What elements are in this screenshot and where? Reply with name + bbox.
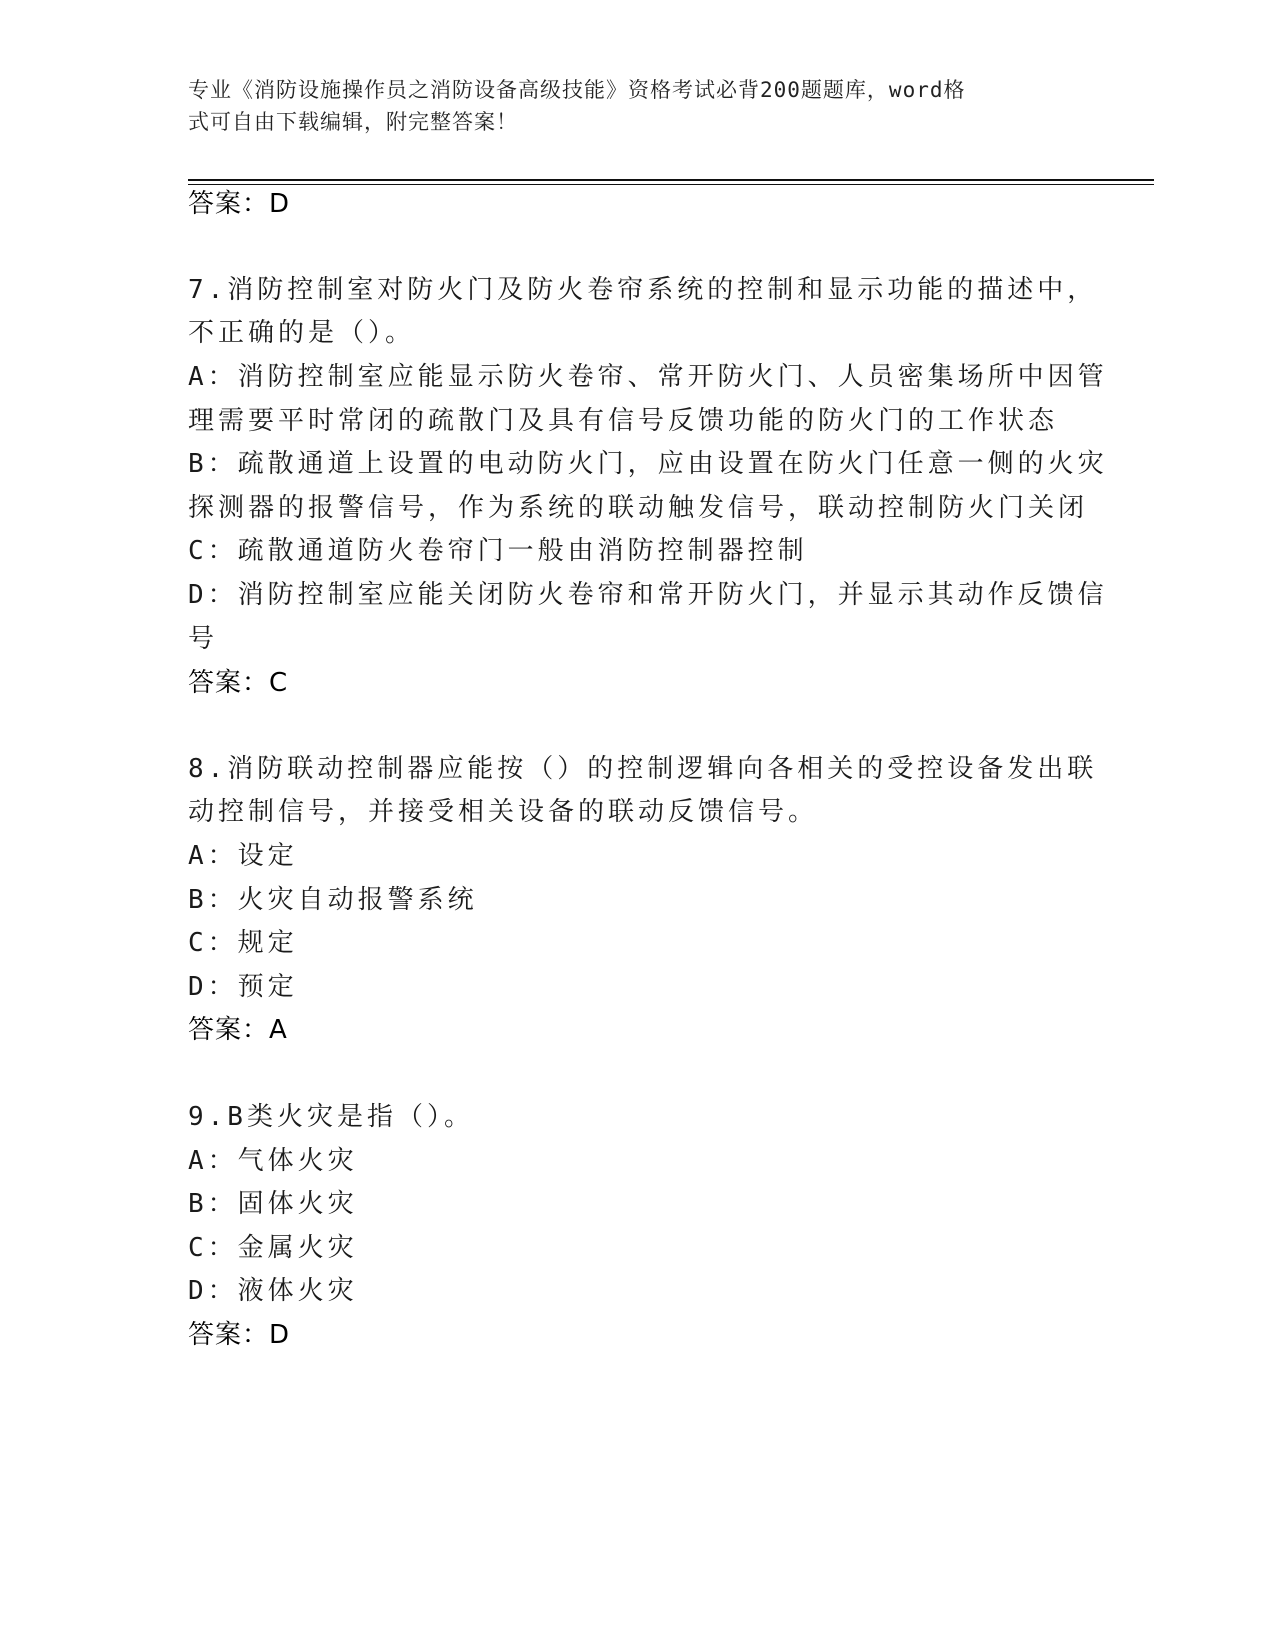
q8-option-c: C：规定 [188,928,298,958]
q9-option-b: B：固体火灾 [188,1189,358,1219]
q7-answer: 答案：C [188,668,289,698]
q7-option-d-line-2: 号 [188,624,219,654]
q7-option-a-line-2: 理需要平时常闭的疏散门及具有信号反馈功能的防火门的工作状态 [188,406,1059,436]
q8-stem-line-2: 动控制信号，并接受相关设备的联动反馈信号。 [188,797,819,827]
q7-option-d-line-1: D：消防控制室应能关闭防火卷帘和常开防火门，并显示其动作反馈信 [188,580,1108,610]
q8-option-d: D：预定 [188,972,298,1002]
q8-stem-line-1: 8.消防联动控制器应能按（）的控制逻辑向各相关的受控设备发出联 [188,754,1098,784]
q9-option-c: C：金属火灾 [188,1233,358,1263]
q9-option-d: D：液体火灾 [188,1276,358,1306]
header-line-1: 专业《消防设施操作员之消防设备高级技能》资格考试必背200题题库，word格 [188,78,966,102]
q9-stem: 9.B类火灾是指（）。 [188,1102,474,1132]
q8-option-b: B：火灾自动报警系统 [188,885,478,915]
q7-stem-line-1: 7.消防控制室对防火门及防火卷帘系统的控制和显示功能的描述中， [188,275,1098,305]
q7-option-b-line-2: 探测器的报警信号，作为系统的联动触发信号，联动控制防火门关闭 [188,493,1089,523]
answer-previous: 答案：D [188,189,291,219]
header-rule-thin [188,184,1154,185]
page-header [188,74,1068,138]
q8-answer: 答案：A [188,1015,288,1045]
header-rule-thick [188,179,1154,181]
q7-option-c: C：疏散通道防火卷帘门一般由消防控制器控制 [188,536,808,566]
q9-option-a: A：气体火灾 [188,1146,358,1176]
q7-stem-line-2: 不正确的是（）。 [188,318,416,348]
q8-option-a: A：设定 [188,841,298,871]
q7-option-a-line-1: A：消防控制室应能显示防火卷帘、常开防火门、人员密集场所中因管 [188,362,1108,392]
q7-option-b-line-1: B：疏散通道上设置的电动防火门，应由设置在防火门任意一侧的火灾 [188,449,1108,479]
q9-answer: 答案：D [188,1320,291,1350]
header-line-2: 式可自由下载编辑，附完整答案！ [188,110,518,134]
